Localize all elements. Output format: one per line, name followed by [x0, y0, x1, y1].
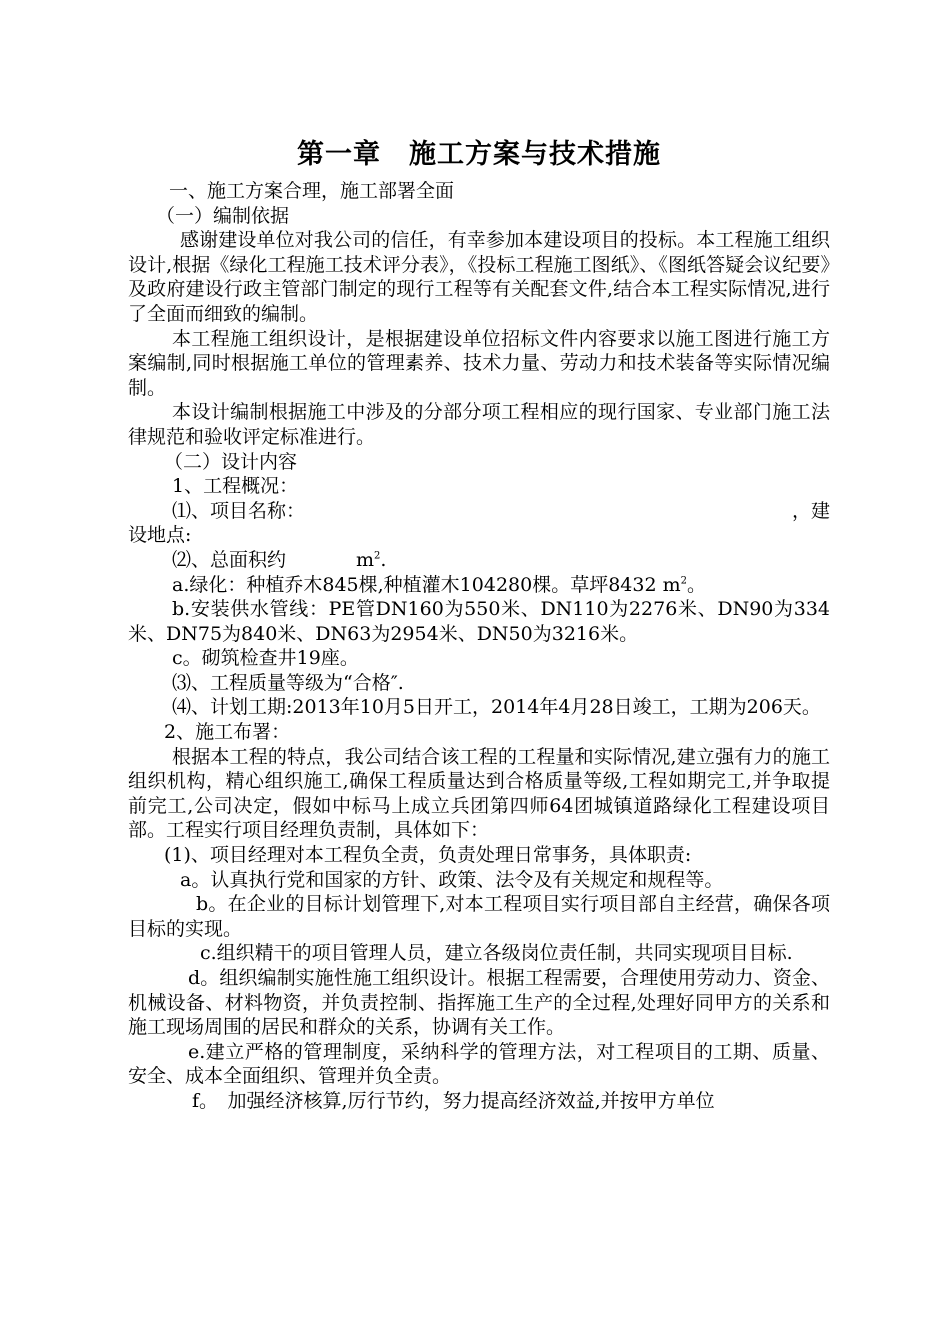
- area-unit-sup: 2: [374, 550, 381, 562]
- project-location-line: 设地点:: [128, 524, 192, 547]
- project-name-label: ⑴、项目名称：: [172, 499, 306, 522]
- greening-text: a.绿化：种植乔木845棵,种植灌木104280棵。草坪8432 m: [172, 573, 681, 596]
- paragraph: d。组织编制实施性施工组织设计。根据工程需要，合理使用劳动力、资金、机械设备、材料物资，并负责控制、指挥施工生产的全过程,处理好同甲方的关系和施工现场周围的居民和群众的关系，协调有关工作。: [128, 967, 830, 1039]
- paragraph: （一）编制依据: [156, 204, 290, 227]
- greening-suffix: 。: [687, 573, 707, 596]
- paragraph: 一、施工方案合理，施工部署全面: [169, 180, 455, 202]
- total-area-label: ⑵、总面积约: [172, 548, 287, 571]
- paragraph: e.建立严格的管理制度，采纳科学的管理方法，对工程项目的工期、质量、安全、成本全面组织、管理并负全责。: [128, 1040, 830, 1088]
- paragraph: (1)、项目经理对本工程负全责，负责处理日常事务，具体职责:: [164, 844, 692, 867]
- paragraph: （二）设计内容: [164, 450, 298, 473]
- details-section: [128, 597, 830, 1113]
- project-name-line: [128, 499, 830, 524]
- paragraph: b。在企业的目标计划管理下,对本工程项目实行项目部自主经营，确保各项目标的实现。: [128, 893, 830, 940]
- intro-section: [128, 179, 830, 499]
- paragraph: 感谢建设单位对我公司的信任，有幸参加本建设项目的投标。本工程施工组织设计,根据《绿化工程施工技术评分表》，《投标工程施工图纸》、《图纸答疑会议纪要》及政府建设行政主管部门制定的现行工程等有关配套文件,结合本工程实际情况,进行了全面而细致的编制。: [128, 229, 830, 325]
- chapter-title: 第一章 施工方案与技术措施: [297, 139, 661, 170]
- paragraph: f。 加强经济核算,厉行节约，努力提高经济效益,并按甲方单位: [192, 1089, 715, 1112]
- greening-line: [128, 573, 830, 598]
- paragraph: 1、工程概况：: [172, 475, 299, 498]
- paragraph: c。砌筑检查井19座。: [172, 647, 359, 670]
- paragraph: 2、施工布署：: [164, 721, 291, 744]
- paragraph: 本工程施工组织设计，是根据建设单位招标文件内容要求以施工图进行施工方案编制,同时根据施工单位的管理素养、技术力量、劳动力和技术装备等实际情况编制。: [128, 327, 830, 399]
- paragraph: ⑶、工程质量等级为“合格″.: [172, 671, 404, 694]
- project-name-trailing: ，建: [791, 499, 830, 522]
- paragraph: b.安装供水管线：PE管DN160为550米、DN110为2276米、DN90为334米、DN75为840米、DN63为2954米、DN50为3216米。: [128, 598, 830, 645]
- paragraph: ⑷、计划工期:2013年10月5日开工，2014年4月28日竣工，工期为206天。: [172, 696, 821, 719]
- paragraph: 本设计编制根据施工中涉及的分部分项工程相应的现行国家、专业部门施工法律规范和验收评定标准进行。: [128, 401, 830, 448]
- total-area-line: [128, 548, 830, 573]
- area-unit: m: [356, 548, 375, 571]
- area-suffix: .: [380, 548, 387, 571]
- paragraph: c.组织精干的项目管理人员，建立各级岗位责任制，共同实现项目目标.: [200, 942, 793, 965]
- greening-sup: 2: [680, 575, 687, 587]
- paragraph: 根据本工程的特点，我公司结合该工程的工程量和实际情况,建立强有力的施工组织机构，精心组织施工,确保工程质量达到合格质量等级,工程如期完工,并争取提前完工,公司决定，假如中标马上成立兵团第四师64团城镇道路绿化工程建设项目部。工程实行项目经理负责制，具体如下：: [128, 745, 830, 842]
- paragraph: a。认真执行党和国家的方针、政策、法令及有关规定和规程等。: [180, 868, 724, 891]
